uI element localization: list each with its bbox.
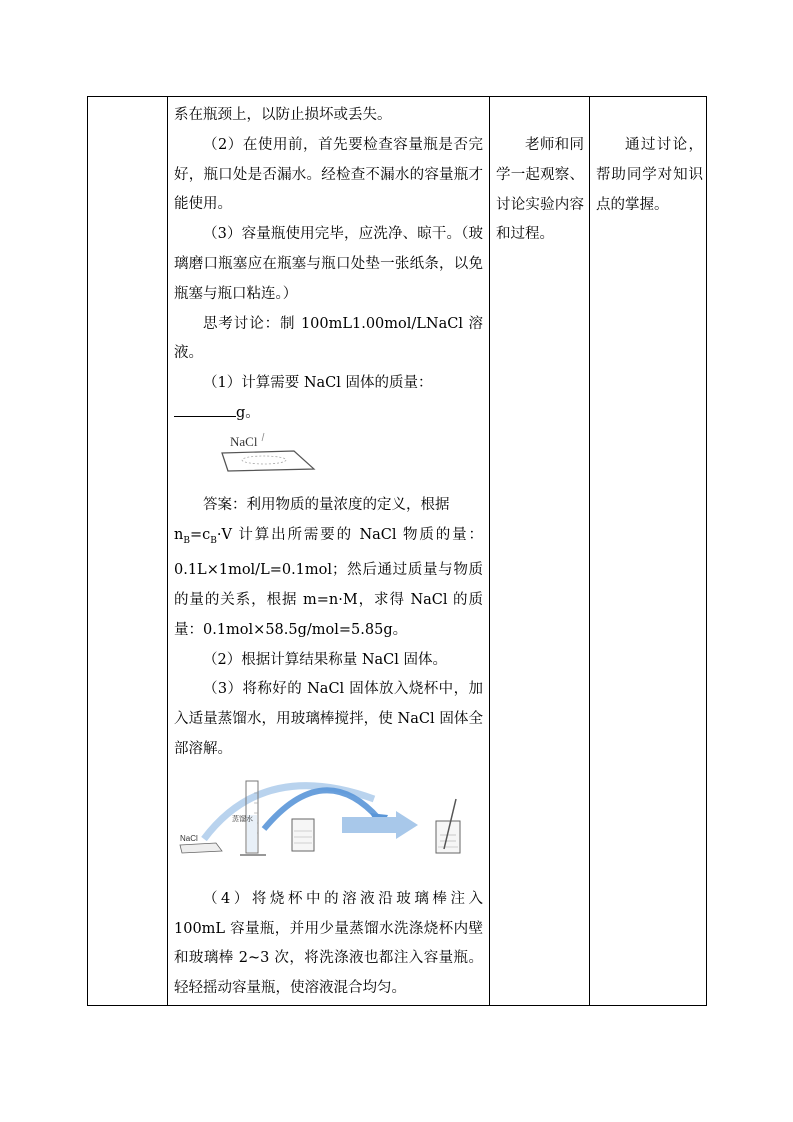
step-paragraph: （3）将称好的 NaCl 固体放入烧杯中，加入适量蒸馏水，用玻璃棒搅拌，使 NaCl 固体全部溶解。 xyxy=(174,681,483,758)
formula-subscript: B xyxy=(210,535,217,546)
answer-text: ·V 计算出所需要的 NaCl 物质的量：0.1L×1mol/L=0.1mol；然后通过质量与物质的量的关系，根据 m=n·M，求得 NaCl 的质量：0.1mol×58.5g/mol=5.85g。 xyxy=(174,526,483,638)
nacl-label: NaCl xyxy=(230,433,258,449)
answer-text: 答案：利用物质的量浓度的定义，根据 xyxy=(203,496,450,513)
fig2-water-label: 蒸馏水 xyxy=(232,815,253,823)
dissolving-figure xyxy=(174,769,483,879)
teacher-activity-text: 老师和同学一起观察、讨论实验内容和过程。 xyxy=(496,137,584,243)
step-paragraph: （2）根据计算结果称量 NaCl 固体。 xyxy=(203,651,448,668)
weighing-paper-icon xyxy=(214,429,354,491)
weighing-paper-figure xyxy=(174,429,483,491)
teaching-content-cell xyxy=(168,97,489,1005)
answer-paragraph xyxy=(174,491,483,646)
formula-c: =c xyxy=(189,526,211,543)
content-paragraph: （2）在使用前，首先要检查容量瓶是否完好，瓶口处是否漏水。经检查不漏水的容量瓶才能使用。 xyxy=(174,136,483,213)
unit-text: g。 xyxy=(236,404,260,421)
step-paragraph: （4）将烧杯中的溶液沿玻璃棒注入 100mL 容量瓶，并用少量蒸馏水洗涤烧杯内壁和玻璃棒 2~3 次，将洗涤液也都注入容量瓶。轻轻摇动容量瓶，使溶液混合均匀。 xyxy=(174,890,483,997)
content-paragraph: （3）容量瓶使用完毕，应洗净、晾干。（玻璃磨口瓶塞应在瓶塞与瓶口处垫一张纸条，以免瓶塞与瓶口粘连。） xyxy=(174,226,483,302)
question-paragraph xyxy=(174,369,483,429)
dissolving-diagram-icon xyxy=(174,769,484,879)
design-intent-text: 通过讨论，帮助同学对知识点的掌握。 xyxy=(596,137,703,213)
question-text: （1）计算需要 NaCl 固体的质量： xyxy=(203,375,433,392)
content-paragraph: 系在瓶颈上，以防止损坏或丢失。 xyxy=(174,107,392,123)
teacher-activity-cell xyxy=(490,97,589,1005)
design-intent-cell xyxy=(590,97,707,1005)
formula-subscript: B xyxy=(183,535,190,546)
formula-n: n xyxy=(174,526,184,543)
fig2-nacl-label: NaCl xyxy=(180,833,198,843)
discussion-heading: 思考讨论：制 100mL1.00mol/LNaCl 溶液。 xyxy=(174,315,483,362)
answer-blank xyxy=(174,400,236,417)
lesson-table xyxy=(87,96,707,1006)
